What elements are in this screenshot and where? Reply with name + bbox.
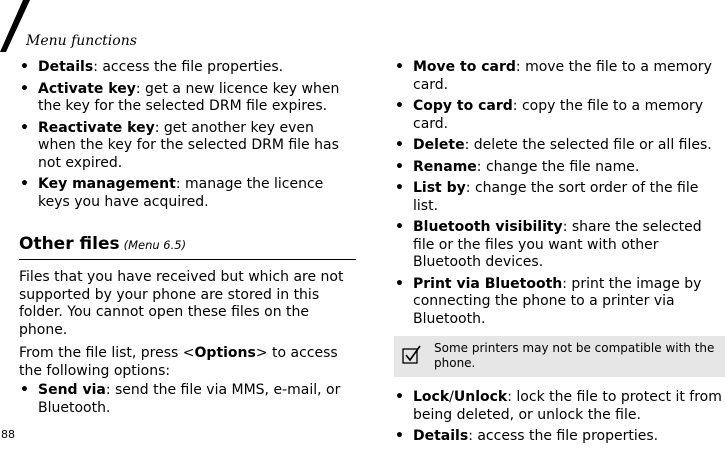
option-term: Unlock bbox=[453, 389, 508, 405]
right-column bbox=[394, 59, 725, 450]
bullet: • bbox=[395, 158, 404, 175]
list-item bbox=[394, 159, 725, 177]
key-name: Options bbox=[194, 345, 256, 361]
body-paragraph: Files that you have received but which are not supported by your phone are stored in this folder. You cannot open these files on the phone. bbox=[19, 269, 344, 338]
bullet: • bbox=[20, 80, 29, 97]
option-description: : manage the licence keys you have acquired. bbox=[38, 176, 324, 210]
list-item bbox=[394, 276, 725, 329]
option-description: : send the file via MMS, e-mail, or Bluetooth. bbox=[38, 382, 341, 416]
left-option-list-bottom bbox=[19, 382, 356, 417]
bullet: • bbox=[395, 275, 404, 292]
section-title: Other files bbox=[19, 234, 120, 254]
running-head: Menu functions bbox=[26, 33, 137, 49]
bullet: • bbox=[395, 428, 404, 444]
option-term: Send via bbox=[38, 382, 106, 398]
menu-reference: (Menu 6.5) bbox=[123, 238, 187, 252]
option-description: : copy the file to a memory card. bbox=[413, 98, 704, 132]
list-item bbox=[394, 137, 725, 155]
option-term: Details bbox=[38, 59, 94, 75]
option-term: Key management bbox=[38, 176, 176, 192]
note-text: Some printers may not be compatible with the phone. bbox=[434, 341, 715, 370]
list-item bbox=[394, 98, 725, 133]
option-term: Move to card bbox=[413, 59, 516, 75]
option-description: : access the file properties. bbox=[93, 59, 284, 75]
option-description: : change the sort order of the file list. bbox=[413, 180, 699, 214]
option-description: : move the file to a memory card. bbox=[413, 59, 712, 93]
option-description: : lock the file to protect it from being deleted, or unlock the file. bbox=[413, 389, 722, 423]
bullet: • bbox=[395, 180, 404, 196]
left-option-list-top bbox=[19, 59, 356, 211]
option-description: : share the selected file or the files you want with other Bluetooth devices. bbox=[413, 219, 702, 270]
list-item bbox=[394, 59, 725, 94]
list-item bbox=[394, 389, 725, 424]
option-description: : get another key even when the key for the selected DRM file has not expired. bbox=[38, 119, 339, 171]
paragraph-text: From the file list, press < bbox=[19, 345, 195, 361]
option-term: Copy to card bbox=[413, 98, 513, 114]
bullet: • bbox=[395, 219, 404, 235]
bullet: • bbox=[395, 137, 404, 153]
list-item bbox=[19, 120, 356, 173]
bullet: • bbox=[20, 119, 29, 136]
option-term: Bluetooth visibility bbox=[413, 219, 563, 235]
right-option-list-after-note bbox=[394, 389, 725, 446]
bullet: • bbox=[20, 59, 29, 75]
list-item bbox=[394, 219, 725, 272]
note-box bbox=[394, 336, 725, 377]
option-term: Details bbox=[413, 428, 469, 444]
option-description: : delete the selected file or all files. bbox=[464, 137, 712, 153]
list-item bbox=[19, 59, 356, 77]
option-term: Reactivate key bbox=[38, 119, 155, 136]
bullet: • bbox=[20, 176, 29, 192]
option-description: : print the image by connecting the phone to a printer via Bluetooth. bbox=[413, 275, 702, 327]
option-description: : change the file name. bbox=[476, 158, 640, 175]
bullet: • bbox=[395, 59, 404, 75]
list-item bbox=[394, 428, 725, 446]
body-paragraph bbox=[19, 345, 356, 380]
bullet: • bbox=[395, 98, 404, 114]
option-term: Delete bbox=[413, 137, 465, 153]
bullet: • bbox=[395, 389, 404, 405]
term-separator: / bbox=[449, 389, 454, 405]
header-corner-mark bbox=[0, 0, 725, 60]
list-item bbox=[19, 81, 356, 116]
right-option-list bbox=[394, 59, 725, 328]
list-item bbox=[394, 180, 725, 215]
option-term: Rename bbox=[413, 158, 477, 175]
list-item bbox=[19, 176, 356, 211]
paragraph-text: > to access the following options: bbox=[19, 345, 338, 379]
option-description: : get a new licence key when the key for the selected DRM file expires. bbox=[38, 80, 340, 114]
option-description: : access the file properties. bbox=[468, 428, 659, 444]
option-term: List by bbox=[413, 180, 466, 196]
page-number: 88 bbox=[1, 428, 15, 441]
option-term: Print via Bluetooth bbox=[413, 275, 563, 292]
checkbox-check-icon bbox=[402, 344, 422, 364]
bullet: • bbox=[20, 382, 29, 398]
section-heading bbox=[19, 233, 356, 260]
left-column bbox=[19, 59, 356, 421]
option-term: Activate key bbox=[38, 80, 136, 97]
list-item bbox=[19, 382, 356, 417]
option-term: Lock bbox=[413, 389, 450, 405]
